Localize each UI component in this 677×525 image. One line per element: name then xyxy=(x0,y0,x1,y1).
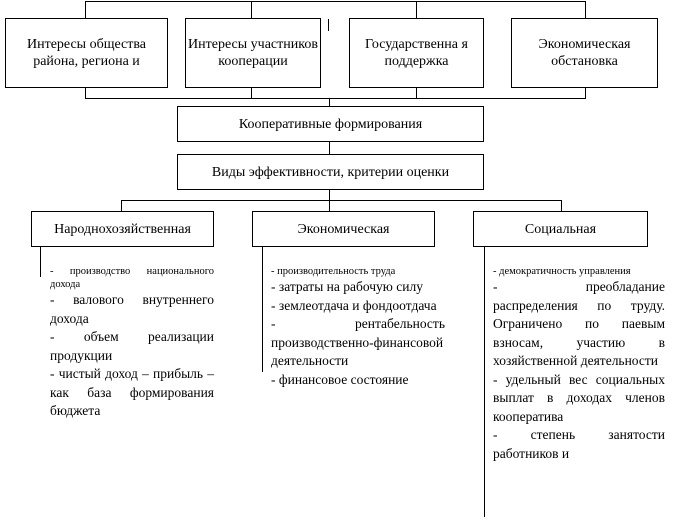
top-box-society-interests xyxy=(5,18,168,88)
category-drop-1 xyxy=(121,200,122,211)
category-label: Экономическая xyxy=(297,221,390,237)
category-line xyxy=(121,200,561,201)
list-item: - степень занятости работников и xyxy=(493,427,665,461)
top-connector-drop-2 xyxy=(251,1,252,18)
list-item: - демократичность управления xyxy=(493,266,631,277)
economic-list-border xyxy=(262,247,263,372)
list-item: - финансовое состояние xyxy=(271,371,409,387)
social-list-border xyxy=(484,247,485,517)
list-item: - валового внутреннего дохода xyxy=(50,292,214,326)
top-box-state-support xyxy=(349,18,484,88)
top-connector-drop-1 xyxy=(85,1,86,18)
list-item: - рентабельность производственно-финансовой деятельности xyxy=(271,316,445,368)
list-item: - производительность труда xyxy=(271,266,396,277)
top-connector-line xyxy=(85,1,585,2)
social-criteria-list xyxy=(493,265,665,520)
list-item: - землеотдача и фондоотдача xyxy=(271,297,437,313)
national-criteria-list xyxy=(50,265,214,435)
cooperative-formations-label: Кооперативные формирования xyxy=(238,116,423,132)
merge-drop-4 xyxy=(585,88,586,98)
category-drop-3 xyxy=(561,200,562,211)
category-national-economic xyxy=(31,211,214,247)
list-item: - чистый доход – прибыль – как база формирования бюджета xyxy=(50,366,214,418)
merge-to-cooperative xyxy=(329,98,330,106)
list-item: - преобладание распределения по труду. Ограничено по паевым взносам, участию в хозяйственной деятельности xyxy=(493,279,665,368)
merge-line xyxy=(85,98,586,99)
top-box-label: Государственна я поддержка xyxy=(365,37,468,69)
top-box-cooperation-participants xyxy=(185,18,321,88)
category-label: Социальная xyxy=(524,221,597,237)
list-item: - затраты на рабочую силу xyxy=(271,279,423,294)
top-box-label: Экономическая обстановка xyxy=(538,37,631,69)
category-economic xyxy=(252,211,435,247)
cooperative-formations-box xyxy=(177,106,484,142)
top-connector-drop-4 xyxy=(585,1,586,18)
efficiency-types-box xyxy=(177,154,484,190)
economic-criteria-list xyxy=(271,265,445,445)
cooperative-to-types xyxy=(329,142,330,154)
cursor-mark xyxy=(328,19,329,31)
category-social xyxy=(473,211,648,247)
category-drop-2 xyxy=(329,200,330,211)
top-box-label: Интересы участников кооперации xyxy=(188,37,318,69)
category-label: Народнохозяйственная xyxy=(54,221,191,237)
top-box-economic-situation xyxy=(511,18,658,88)
national-list-border xyxy=(40,247,41,277)
merge-drop-3 xyxy=(416,88,417,98)
list-item: - производство национального дохода xyxy=(50,266,214,290)
efficiency-types-label: Виды эффективности, критерии оценки xyxy=(211,164,450,180)
top-connector-drop-3 xyxy=(416,1,417,18)
merge-drop-1 xyxy=(85,88,86,98)
top-box-label: Интересы общества района, региона и xyxy=(26,37,147,69)
list-item: - объем реализации продукции xyxy=(50,329,214,363)
merge-drop-2 xyxy=(251,88,252,98)
list-item: - удельный вес социальных выплат в доходах членов кооператива xyxy=(493,371,665,424)
